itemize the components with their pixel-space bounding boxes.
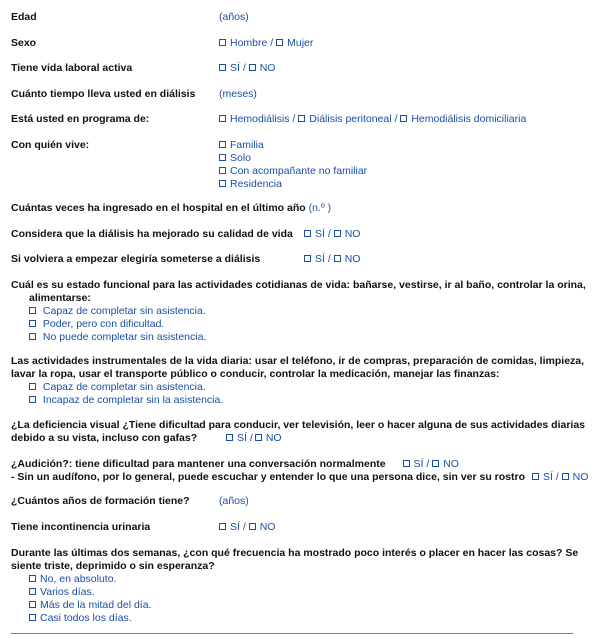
- funcional-line2: alimentarse:: [29, 292, 91, 304]
- edad-label: Edad: [11, 11, 37, 23]
- funcional-option[interactable]: [11, 305, 591, 318]
- visual-si-checkbox[interactable]: [226, 434, 233, 441]
- visual-options: [226, 432, 282, 444]
- instrumentales-option[interactable]: [11, 381, 591, 394]
- convive-residencia-checkbox[interactable]: [219, 180, 226, 187]
- animo-option[interactable]: [11, 586, 591, 599]
- programa-hemodialisis-checkbox[interactable]: [219, 115, 226, 122]
- visual-question: [11, 419, 591, 445]
- animo-varios-label: Varios días.: [40, 586, 95, 598]
- animo-line2: siente triste, deprimido o sin esperanza?: [11, 560, 215, 572]
- convive-familia-checkbox[interactable]: [219, 141, 226, 148]
- animo-option[interactable]: [11, 573, 591, 586]
- audicion-line1-no-label: NO: [443, 458, 459, 470]
- incontinencia-label: Tiene incontinencia urinaria: [11, 521, 151, 533]
- animo-option[interactable]: [11, 599, 591, 612]
- convive-label: Con quién vive:: [11, 139, 90, 151]
- bottom-divider: [11, 633, 573, 634]
- audicion-line2-options: [532, 471, 588, 483]
- sexo-hombre-checkbox[interactable]: [219, 39, 226, 46]
- programa-domiciliaria-label: Hemodiálisis domiciliaria: [411, 113, 527, 125]
- funcional-dificultad-checkbox[interactable]: [29, 320, 36, 327]
- convive-options: [219, 139, 367, 191]
- incontinencia-si-label: SÍ /: [230, 521, 246, 533]
- calidad-label: Considera que la diálisis ha mejorado su calidad de vida: [11, 228, 293, 240]
- formacion-hint: (años): [219, 495, 249, 507]
- animo-mitad-label: Más de la mitad del día.: [40, 599, 152, 611]
- incontinencia-no-checkbox[interactable]: [249, 523, 256, 530]
- visual-no-label: NO: [265, 432, 282, 444]
- laboral-options: [219, 62, 275, 75]
- calidad-options: [304, 228, 360, 241]
- instrumentales-incapaz-label: Incapaz de completar sin la asistencia.: [42, 394, 224, 406]
- convive-option[interactable]: [219, 165, 367, 178]
- calidad-no-checkbox[interactable]: [334, 230, 341, 237]
- animo-nunca-checkbox[interactable]: [29, 575, 36, 582]
- instrumentales-line1: Las actividades instrumentales de la vida diaria: usar el teléfono, ir de compras, preparación de comidas, limpieza,: [11, 355, 585, 367]
- visual-si-label: SÍ /: [237, 432, 253, 444]
- funcional-line1: Cuál es su estado funcional para las actividades cotidianas de vida: bañarse, vestirse, ir al baño, controlar la orina,: [11, 279, 586, 291]
- audicion-line2-no-checkbox[interactable]: [562, 473, 569, 480]
- programa-peritoneal-label: Diálisis peritoneal /: [309, 113, 398, 125]
- animo-varios-checkbox[interactable]: [29, 588, 36, 595]
- sexo-label: Sexo: [11, 37, 37, 49]
- calidad-si-checkbox[interactable]: [304, 230, 311, 237]
- audicion-line2-no-label: NO: [572, 471, 589, 483]
- funcional-option[interactable]: [11, 331, 591, 344]
- visual-no-checkbox[interactable]: [255, 434, 262, 441]
- funcional-option[interactable]: [11, 318, 591, 331]
- audicion-line2-si-checkbox[interactable]: [532, 473, 539, 480]
- instrumentales-incapaz-checkbox[interactable]: [29, 396, 36, 403]
- tiempo-hint: (meses): [219, 88, 257, 100]
- audicion-line1-options: [403, 458, 459, 470]
- ingresos-hint: (n.º ): [308, 202, 332, 214]
- incontinencia-no-label: NO: [259, 521, 276, 533]
- programa-domiciliaria-checkbox[interactable]: [400, 115, 407, 122]
- animo-nunca-label: No, en absoluto.: [40, 573, 117, 585]
- audicion-line1-no-checkbox[interactable]: [432, 460, 439, 467]
- convive-acompanante-checkbox[interactable]: [219, 167, 226, 174]
- incontinencia-options: [219, 521, 275, 534]
- volveria-label: Si volviera a empezar elegiría someterse a diálisis: [11, 253, 261, 265]
- audicion-line2: - Sin un audífono, por lo general, puede escuchar y entender lo que una persona dice, sin ver su rostro: [11, 471, 526, 483]
- convive-residencia-label: Residencia: [230, 178, 282, 190]
- programa-label: Está usted en programa de:: [11, 113, 150, 125]
- animo-question: [11, 547, 591, 625]
- tiempo-label: Cuánto tiempo lleva usted en diálisis: [11, 88, 196, 100]
- animo-mitad-checkbox[interactable]: [29, 601, 36, 608]
- visual-line2: debido a su vista, incluso con gafas?: [11, 432, 198, 444]
- volveria-options: [304, 253, 360, 266]
- animo-line1: Durante las últimas dos semanas, ¿con qué frecuencia ha mostrado poco interés o placer en hacer las cosas? Se: [11, 547, 579, 559]
- volveria-si-label: SÍ /: [315, 253, 331, 265]
- audicion-line1-si-checkbox[interactable]: [403, 460, 410, 467]
- audicion-line1-si-label: SÍ /: [413, 458, 430, 470]
- convive-option[interactable]: [219, 178, 367, 191]
- calidad-si-label: SÍ /: [315, 228, 331, 240]
- instrumentales-question: [11, 355, 591, 407]
- formacion-label: ¿Cuántos años de formación tiene?: [11, 495, 190, 507]
- audicion-question: [11, 458, 591, 484]
- edad-hint: (años): [219, 11, 249, 23]
- sexo-options: [219, 37, 313, 50]
- funcional-capaz-checkbox[interactable]: [29, 307, 36, 314]
- instrumentales-capaz-label: Capaz de completar sin asistencia.: [42, 381, 206, 393]
- sexo-hombre-label: Hombre /: [230, 37, 274, 49]
- convive-acompanante-label: Con acompañante no familiar: [230, 165, 368, 177]
- volveria-no-label: NO: [344, 253, 361, 265]
- sexo-mujer-checkbox[interactable]: [276, 39, 283, 46]
- instrumentales-option[interactable]: [11, 394, 591, 407]
- volveria-si-checkbox[interactable]: [304, 255, 311, 262]
- programa-options: [219, 113, 526, 126]
- sexo-mujer-label: Mujer: [287, 37, 314, 49]
- animo-casi-todos-checkbox[interactable]: [29, 614, 36, 621]
- laboral-si-checkbox[interactable]: [219, 64, 226, 71]
- instrumentales-line2: lavar la ropa, usar el transporte público o conducir, controlar la medicación, manejar las finanzas:: [11, 368, 500, 380]
- laboral-si-label: SÍ /: [230, 62, 246, 74]
- laboral-label: Tiene vida laboral activa: [11, 62, 133, 74]
- laboral-no-label: NO: [259, 62, 276, 74]
- convive-solo-checkbox[interactable]: [219, 154, 226, 161]
- funcional-capaz-label: Capaz de completar sin asistencia.: [42, 305, 206, 317]
- convive-familia-label: Familia: [230, 139, 264, 151]
- funcional-dificultad-label: Poder, pero con dificultad.: [42, 318, 165, 330]
- volveria-no-checkbox[interactable]: [334, 255, 341, 262]
- animo-option[interactable]: [11, 612, 591, 625]
- calidad-no-label: NO: [344, 228, 361, 240]
- programa-hemodialisis-label: Hemodiálisis /: [230, 113, 296, 125]
- incontinencia-si-checkbox[interactable]: [219, 523, 226, 530]
- programa-peritoneal-checkbox[interactable]: [298, 115, 305, 122]
- funcional-no-puede-checkbox[interactable]: [29, 333, 36, 340]
- funcional-question: [11, 279, 591, 344]
- convive-option[interactable]: [219, 139, 367, 152]
- audicion-line2-si-label: SÍ /: [542, 471, 559, 483]
- convive-solo-label: Solo: [230, 152, 252, 164]
- instrumentales-capaz-checkbox[interactable]: [29, 383, 36, 390]
- ingresos-question: [11, 202, 591, 215]
- convive-option[interactable]: [219, 152, 367, 165]
- visual-line1: ¿La deficiencia visual ¿Tiene dificultad para conducir, ver televisión, leer o hacer alguna de sus actividades diarias: [11, 419, 586, 431]
- audicion-line1: ¿Audición?: tiene dificultad para mantener una conversación normalmente: [11, 458, 386, 470]
- ingresos-label: Cuántas veces ha ingresado en el hospital en el último año: [11, 202, 306, 214]
- funcional-no-puede-label: No puede completar sin asistencia.: [42, 331, 207, 343]
- laboral-no-checkbox[interactable]: [249, 64, 256, 71]
- animo-casi-todos-label: Casi todos los días.: [40, 612, 132, 624]
